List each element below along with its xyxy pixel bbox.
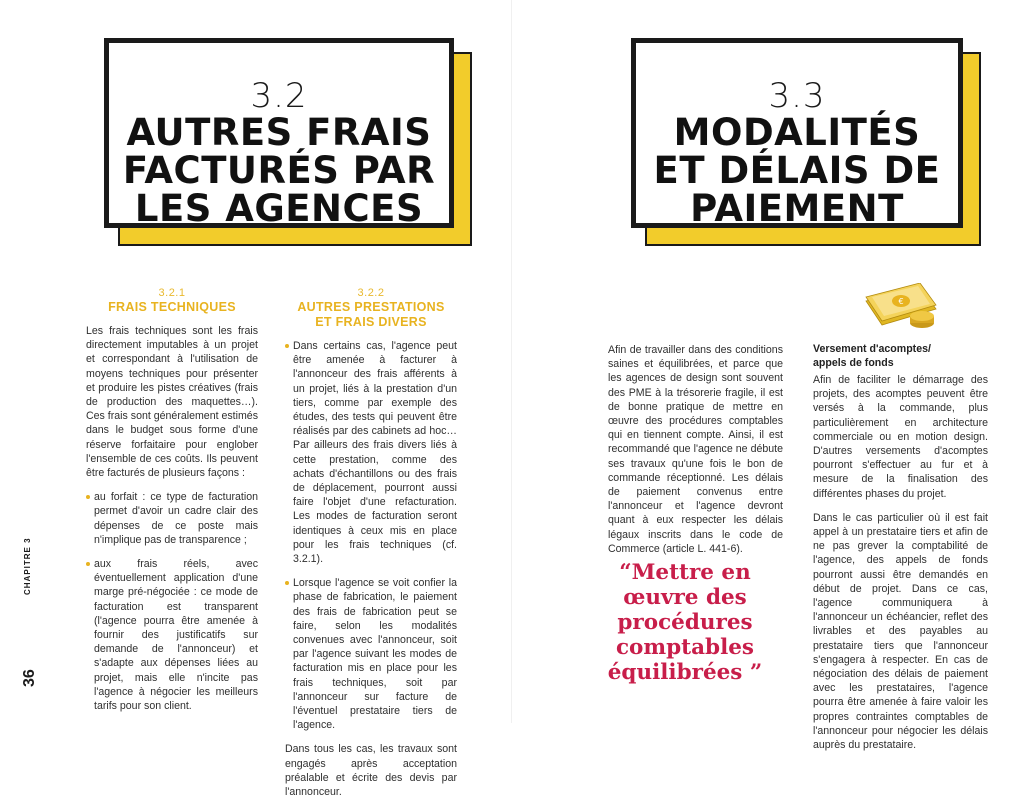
column-intro-paiement — [608, 343, 783, 556]
aside-title: Versement d'acomptes/ appels de fonds — [813, 343, 931, 369]
list-item: Lorsque l'agence se voit confier la phase de fabrication, le paiement des frais de fabrication peut se faire, selon les modalités convenues avec l'annonceur, soit par l'agence suivant les modes de facturation mis en place pour les frais techniques, soit par l'annonceur sur facture de l'éventuel prestataire tiers de l'agence. — [285, 576, 457, 732]
spread-gutter — [511, 0, 512, 723]
body-paragraph: Dans tous les cas, les travaux sont engagés après acceptation préalable et écrite des devis par l'annonceur. — [285, 743, 457, 799]
column-frais-techniques — [86, 287, 258, 713]
list-item: aux frais réels, avec éventuellement application d'une marge pré-négociée : ce mode de facturation est transparent (l'agence pourra être amenée à fournir des justificatifs sur demande de l'annonceur) et s'adapte aux dépenses liées au projet, mais elle n'incite pas l'agence à négocier les meilleurs tarifs pour son client. — [86, 557, 258, 713]
subsection-title: FRAIS TECHNIQUES — [108, 300, 236, 314]
column-acomptes — [813, 343, 988, 752]
title-box — [104, 38, 454, 228]
bullet-icon — [285, 581, 289, 585]
list-item: Dans certains cas, l'agence peut être amenée à facturer à l'annonceur des frais afférents à un projet, liés à la prestation d'un tiers, comme par exemple des études, des tests qui peuvent être réalisés par des cabinets ad hoc… Par ailleurs des frais divers liés à cette prestation, comme des achats d'échantillons ou des frais de déplacement, pourront aussi faire l'objet d'une refacturation. Les modes de facturation seront identiques à ceux mis en place pour les frais techniques (cf. 3.2.1). — [285, 339, 457, 566]
bullet-icon — [86, 495, 90, 499]
section-number: 3.3 — [768, 76, 826, 116]
body-paragraph: Les frais techniques sont les frais directement imputables à un projet et correspondant à l'utilisation de moyens techniques pour présenter et produire les pistes créatives (frais de production des maquettes…). Ces frais sont généralement estimés dans le budget sous forme d'une réserve forfaitaire pour englober l'ensemble de ces coûts. Ils peuvent être facturés de plusieurs façons : — [86, 325, 258, 480]
section-number: 3.2 — [250, 76, 308, 116]
section-title: MODALITÉS ET DÉLAIS DE PAIEMENT — [653, 111, 941, 230]
subsection-number: 3.2.2 — [357, 287, 385, 299]
list-item: au forfait : ce type de facturation permet d'avoir un cadre clair des dépenses de ce poste mais n'implique pas de transparence ; — [86, 490, 258, 547]
pull-quote: “Mettre en œuvre des procédures comptables équilibrées ” — [607, 560, 763, 685]
body-paragraph: Afin de faciliter le démarrage des projets, des acomptes peuvent être versés à la commande, plus particulièrement en architecture commerciale ou en motion design. D'autres versements d'acomptes pourront s'effectuer au fur et à mesure de la finalisation des différentes phases du projet. — [813, 374, 988, 500]
section-title: AUTRES FRAIS FACTURÉS PAR LES AGENCES — [122, 111, 436, 230]
subsection-title: AUTRES PRESTATIONS ET FRAIS DIVERS — [297, 300, 445, 329]
subsection-number: 3.2.1 — [158, 287, 186, 299]
body-paragraph: Dans le cas particulier où il est fait appel à un prestataire tiers et afin de ne pas grever la comptabilité de l'agence, des appels de fonds pourront aussi être demandés en début de projet. Dans ce cas, l'agence communiquera à l'annonceur un échéancier, reflet des livrables et des payables au prestataire tiers que l'annonceur s'engagera à respecter. En cas de négociation des délais de paiement avec les prestataires, l'agence pourra être amenée à faire valoir les propres contraintes comptables de l'annonceur pour négocier les délais auprès du prestataire. — [813, 511, 988, 752]
bullet-icon — [86, 562, 90, 566]
bullet-icon — [285, 344, 289, 348]
svg-text:€: € — [898, 297, 904, 306]
column-autres-prestations — [285, 287, 457, 799]
page-number: 36 — [21, 669, 38, 687]
chapter-label: CHAPITRE 3 — [23, 537, 32, 595]
bullet-list — [86, 490, 258, 713]
bullet-list — [285, 339, 457, 732]
money-icon — [862, 283, 938, 333]
body-paragraph: Afin de travailler dans des conditions saines et équilibrées, et parce que les agences de design sont souvent des PME à la trésorerie fragile, il est de bonne pratique de mettre en œuvre des procédures comptables qui en tiennent compte. Ainsi, il est recommandé que l'agence ne débute ses travaux qu'une fois le bon de commande réceptionné. Les délais de paiement convenus entre l'annonceur et l'agence devront quant à eux respecter les délais légaux inscrits dans le code de Commerce (article L. 441-6). — [608, 344, 783, 555]
title-box — [631, 38, 963, 228]
